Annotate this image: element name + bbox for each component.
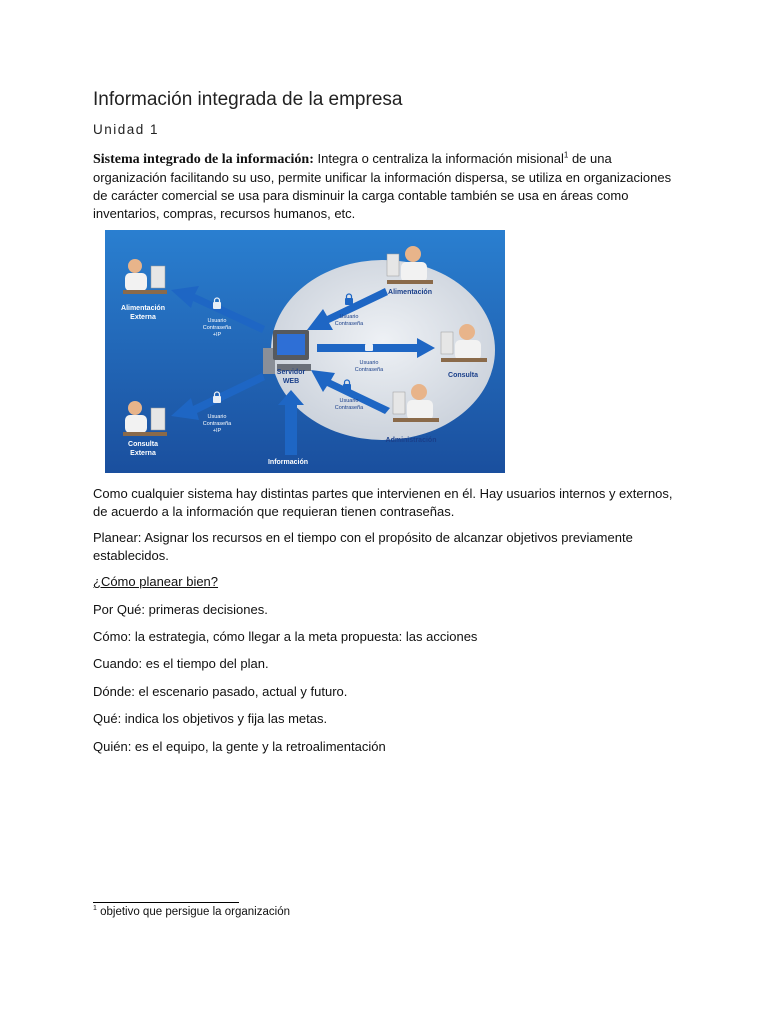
list-item: Cuando: es el tiempo del plan. bbox=[93, 656, 269, 671]
cred-ext-bottom-3: +IP bbox=[212, 428, 222, 434]
system-diagram bbox=[105, 230, 505, 473]
intro-text-b: de una organización facilitando su uso, permite unificar la información dispersa, se utiliza en organizaciones de carácter comercial se usa para disminuir la carga contable también se usa en áreas como inventarios, compras, recursos humanos, etc. bbox=[93, 151, 672, 221]
footnote-separator bbox=[93, 902, 239, 903]
list-item: Quién: es el equipo, la gente y la retroalimentación bbox=[93, 739, 386, 754]
cred-ext-top-3: +IP bbox=[212, 332, 222, 338]
paragraph-planear bbox=[93, 529, 683, 565]
how-heading: ¿Cómo planear bien? bbox=[93, 574, 219, 589]
cred-ext-bottom-1: Usuario bbox=[207, 414, 227, 420]
cred-ext-bottom-2: Contraseña bbox=[202, 421, 232, 427]
label-ext-feed-1: Alimentación bbox=[121, 305, 165, 312]
label-ext-feed-2: Externa bbox=[130, 314, 156, 321]
footnote-text: objetivo que persigue la organización bbox=[96, 906, 290, 918]
label-info: Información bbox=[267, 459, 309, 466]
list-item: Por Qué: primeras decisiones. bbox=[93, 602, 268, 617]
cred-feed-1: Usuario bbox=[339, 314, 359, 320]
cred-ext-top-1: Usuario bbox=[207, 318, 227, 324]
cred-feed-2: Contraseña bbox=[334, 321, 364, 327]
label-server-1: Servidor bbox=[276, 369, 306, 376]
cred-query-1: Usuario bbox=[359, 360, 379, 366]
page-title: Información integrada de la empresa bbox=[93, 89, 403, 110]
label-server-2: WEB bbox=[282, 378, 300, 385]
footnote bbox=[93, 906, 290, 918]
list-item: Qué: indica los objetivos y fija las metas. bbox=[93, 711, 328, 726]
footnote-ref[interactable]: 1 bbox=[563, 150, 569, 160]
intro-text-a: Integra o centraliza la información misional bbox=[313, 151, 564, 166]
label-ext-query-2: Externa bbox=[130, 450, 156, 457]
cred-admin-1: Usuario bbox=[339, 398, 359, 404]
unit-heading: Unidad 1 bbox=[93, 122, 160, 137]
cred-admin-2: Contraseña bbox=[334, 405, 364, 411]
paragraph-participants: Como cualquier sistema hay distintas partes que intervienen en él. Hay usuarios internos y externos, de acuerdo a la información que requieran tienen contraseñas. bbox=[93, 486, 673, 519]
label-feed: Alimentación bbox=[388, 289, 432, 296]
cred-ext-top-2: Contraseña bbox=[202, 325, 232, 331]
cred-query-2: Contraseña bbox=[354, 367, 384, 373]
label-admin: Administración bbox=[385, 437, 437, 444]
planear-label: Planear: bbox=[93, 530, 142, 545]
label-ext-query-1: Consulta bbox=[128, 441, 158, 448]
footnote-number: 1 bbox=[93, 905, 97, 913]
planear-text: Asignar los recursos en el tiempo con el propósito de alcanzar objetivos previamente establecidos. bbox=[93, 530, 633, 563]
intro-paragraph bbox=[93, 150, 683, 223]
intro-term: Sistema integrado de la información: bbox=[93, 152, 314, 167]
list-item: Cómo: la estrategia, cómo llegar a la meta propuesta: las acciones bbox=[93, 629, 478, 644]
label-query: Consulta bbox=[448, 372, 478, 379]
list-item: Dónde: el escenario pasado, actual y futuro. bbox=[93, 684, 348, 699]
